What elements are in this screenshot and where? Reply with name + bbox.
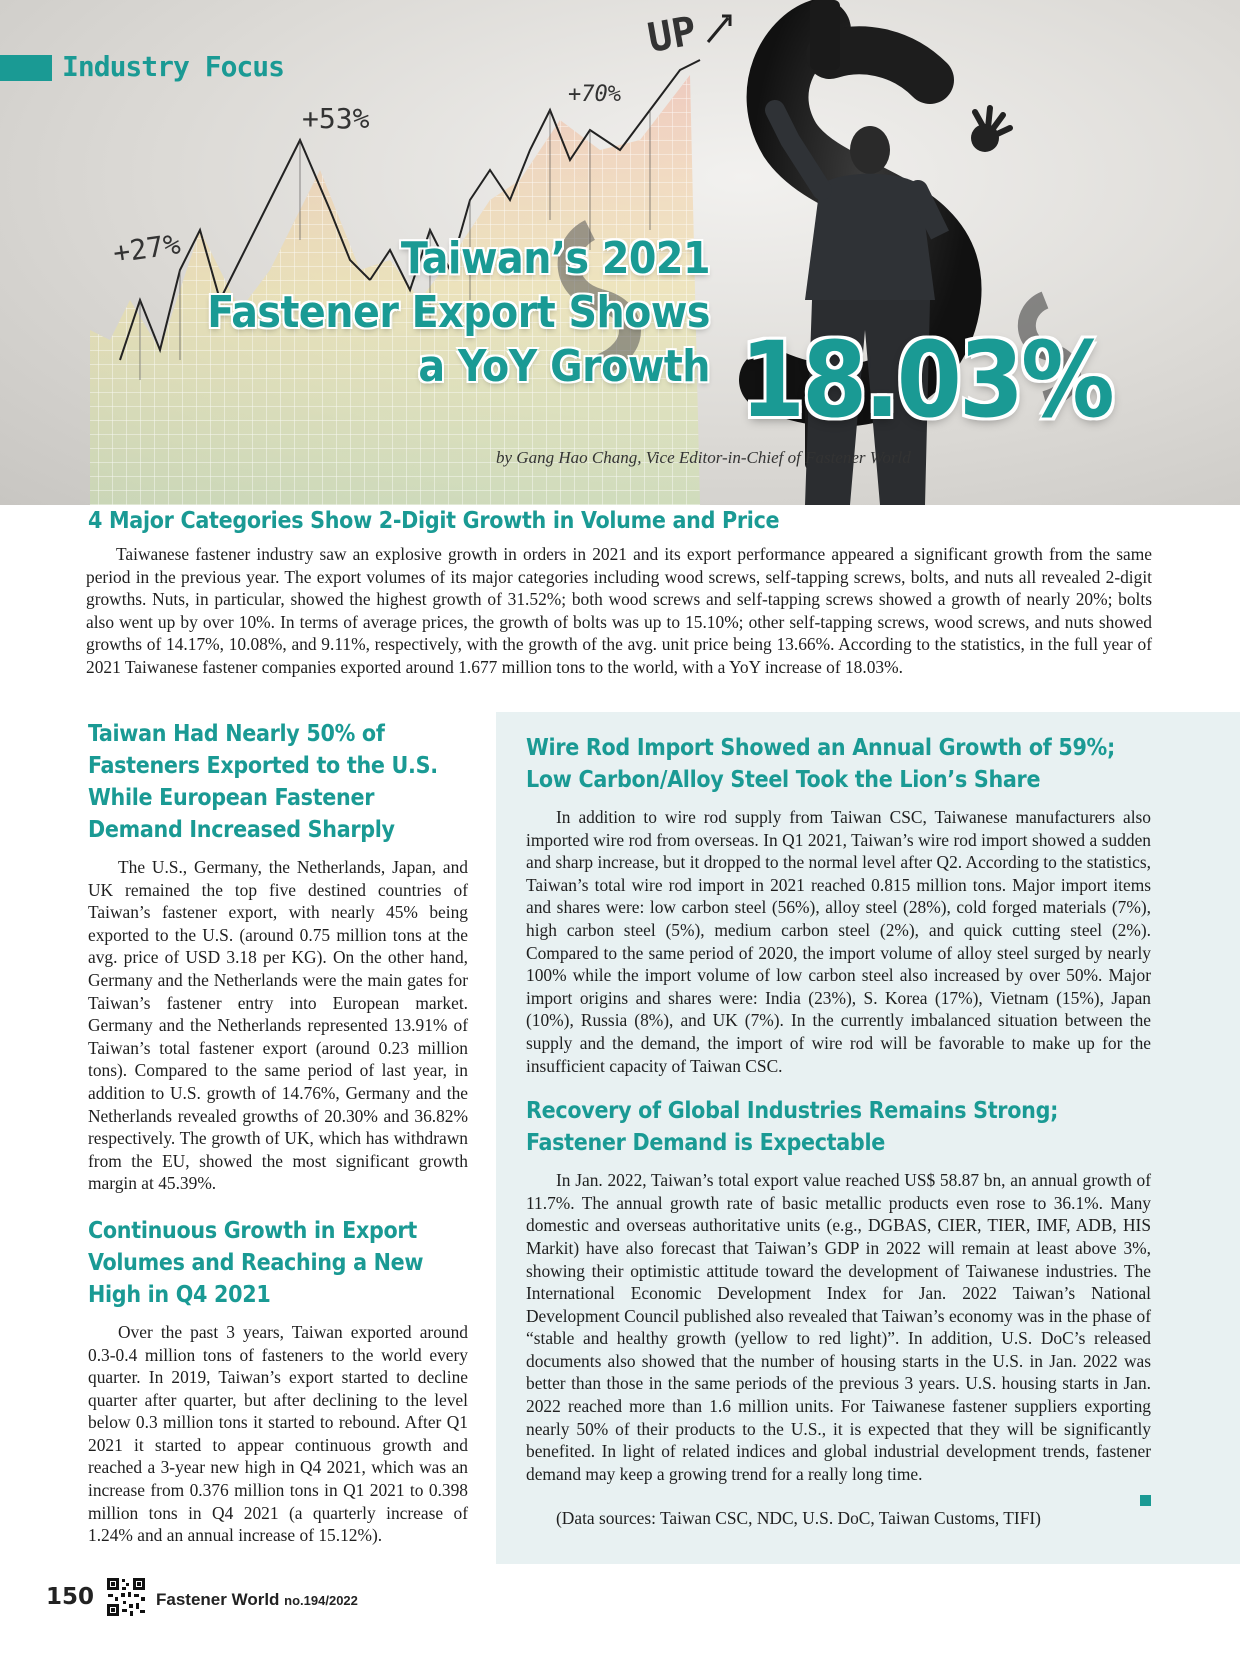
- hero-banner: [0, 0, 1240, 505]
- left-column: [88, 718, 468, 1561]
- right-column: [526, 732, 1151, 1530]
- title-line-2: Fastener Export Shows: [207, 287, 710, 338]
- section-text-recovery: In Jan. 2022, Taiwan’s total export value reached US$ 58.87 bn, an annual growth of 11.7%. The annual growth rate of basic metallic products even rose to 36.1%. Many domestic and overseas authoritative units (e.g., DGBAS, CIER, TIER, IMF, ADB, HIS Markit) have also forecast that Taiwan’s GDP in 2022 will remain at least above 3%, showing their optimistic attitude toward the development of Taiwanese industries. The International Economic Development Index for Jan. 2022 Taiwan’s National Development Council published also revealed that Taiwan’s economy was in the phase of “stable and healthy growth (yellow to red light)”. In addition, U.S. DoC’s released documents also showed that the number of housing starts in the U.S. in Jan. 2022 was better than those in the same periods of the previous 3 years. U.S. housing starts in Jan. 2022 reached more than 1.6 million units. For Taiwanese fastener suppliers exporting nearly 50% of their products to the U.S., it is expected that they will be significantly benefited. In light of related indices and global industrial development trends, fastener demand may keep a growing trend for a really long time.: [526, 1170, 1151, 1484]
- intro-paragraph: Taiwanese fastener industry saw an explosive growth in orders in 2021 and its export performance appeared a significant growth from the same period in the previous year. The export volumes of its major categories including wood screws, self-tapping screws, bolts, and nuts all revealed 2-digit growths. Nuts, in particular, showed the highest growth of 31.52%; both wood screws and self-tapping screws showed a growth of nearly 20%; bolts also went up by over 10%. In terms of average prices, the growth of bolts was up to 15.10%; other self-tapping screws, wood screws, and nuts showed growths of 14.17%, 10.08%, and 9.11%, respectively, with the growth of the avg. unit price being 13.66%. According to the statistics, in the full year of 2021 Taiwanese fastener companies exported around 1.677 million tons to the world, with a YoY increase of 18.03%.: [86, 544, 1152, 677]
- section-heading-export-volumes: Continuous Growth in Export Volumes and Reaching a New High in Q4 2021: [88, 1217, 424, 1308]
- magazine-title: Fastener World: [156, 1590, 280, 1609]
- qr-code-icon[interactable]: [106, 1577, 146, 1617]
- section-text-wire-rod: In addition to wire rod supply from Taiwan CSC, Taiwanese manufacturers also imported wire rod from overseas. In Q1 2021, Taiwan’s wire rod import showed a sudden and sharp increase, but it dropped to the normal level after Q2. According to the statistics, Taiwan’s total wire rod import in 2021 reached 0.815 million tons. Major import items and shares were: low carbon steel (56%), alloy steel (28%), cold forged materials (7%), high carbon steel (5%), medium carbon steel (2%), and quick cutting steel (2%). Compared to the same period of 2020, the import volume of alloy steel surged by nearly 100% while the import volume of low carbon steel also increased by over 50%. Major import origins and shares were: India (23%), S. Korea (17%), Vietnam (15%), Japan (10%), Russia (8%), and UK (7%). In the currently imbalanced situation between the supply and the demand, the import of wire rod will be favorable to make up for the insufficient capacity of Taiwan CSC.: [526, 807, 1151, 1076]
- section-heading-us-europe: Taiwan Had Nearly 50% of Fasteners Exported to the U.S. While European Fastener Demand Increased Sharply: [88, 721, 438, 843]
- data-sources: (Data sources: Taiwan CSC, NDC, U.S. DoC, Taiwan Customs, TIFI): [556, 1508, 1041, 1529]
- annotation-up: UP: [644, 8, 700, 62]
- annotation-70: +70%: [568, 82, 621, 107]
- title-line-3: a YoY Growth: [418, 341, 710, 392]
- annotation-27: +27%: [111, 227, 183, 270]
- section-tab-marker: [0, 55, 52, 81]
- up-arrow-icon: [708, 16, 730, 42]
- section-heading-wire-rod: Wire Rod Import Showed an Annual Growth of 59%; Low Carbon/Alloy Steel Took the Lion’s Share: [526, 735, 1115, 793]
- section-text-us-europe: The U.S., Germany, the Netherlands, Japan, and UK remained the top five destined countries of Taiwan’s fastener export, with nearly 45% being exported to the U.S. (around 0.75 million tons at the avg. price of USD 3.18 per KG). On the other hand, Germany and the Netherlands were the main gates for Taiwan’s fastener entry into European market. Germany and the Netherlands represented 13.91% of Taiwan’s total fastener export (around 0.23 million tons). Compared to the same period of last year, in addition to U.S. growth of 14.76%, Germany and the Netherlands revealed growths of 20.30% and 36.82% respectively. The growth of UK, which has withdrawn from the EU, showed the most significant growth margin at 45.39%.: [88, 857, 468, 1194]
- annotation-53: +53%: [302, 102, 370, 135]
- magazine-name: [156, 1590, 358, 1610]
- page-number: 150: [46, 1584, 95, 1610]
- headline-number: 18.03%: [740, 319, 1112, 441]
- intro-heading: 4 Major Categories Show 2-Digit Growth in Volume and Price: [88, 508, 780, 534]
- byline: by Gang Hao Chang, Vice Editor-in-Chief of Fastener World: [496, 448, 911, 467]
- magazine-issue: no.194/2022: [284, 1593, 358, 1608]
- end-of-article-icon: [1140, 1495, 1151, 1506]
- title-line-1: Taiwan’s 2021: [400, 233, 710, 284]
- section-text-export-volumes: Over the past 3 years, Taiwan exported around 0.3-0.4 million tons of fasteners to the world every quarter. In 2019, Taiwan’s export started to decline quarter after quarter, but after declining to the level below 0.3 million tons it started to rebound. After Q1 2021 it started to appear continuous growth and reached a 3-year new high in Q4 2021, which was an increase from 0.376 million tons in Q1 2021 to 0.398 million tons in Q4 2021 (a quarterly increase of 1.24% and an annual increase of 15.12%).: [88, 1321, 468, 1546]
- section-heading-recovery: Recovery of Global Industries Remains Strong; Fastener Demand is Expectable: [526, 1098, 1059, 1157]
- section-label: Industry Focus: [62, 50, 285, 83]
- article-title: [207, 232, 710, 394]
